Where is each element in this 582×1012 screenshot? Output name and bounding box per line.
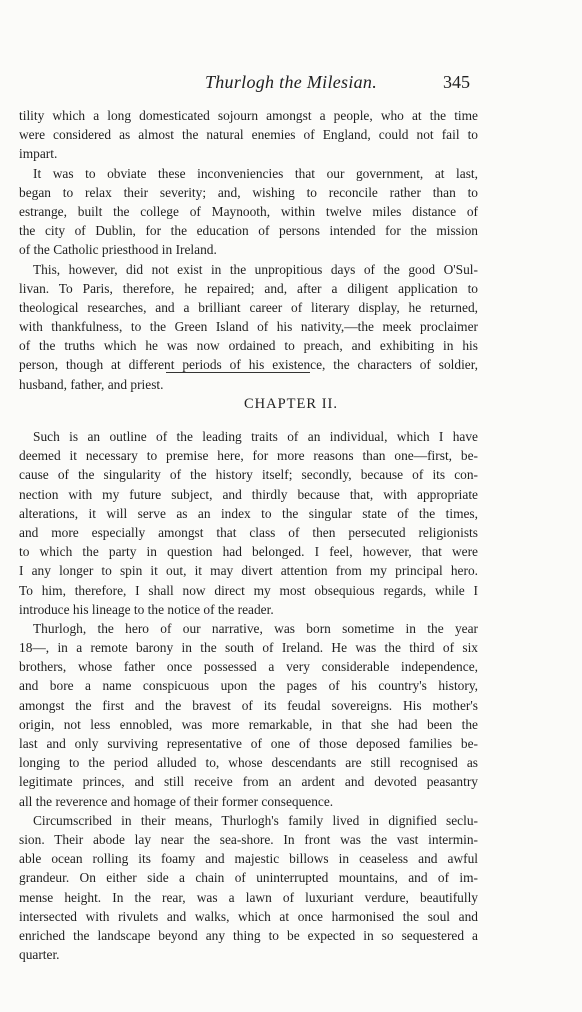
text-line: of the truths which he was now ordained to preach, and exhibiting in his (19, 338, 478, 354)
text-line: quarter. (19, 947, 60, 963)
text-line: brothers, whose father once possessed a very considerable independence, (19, 659, 478, 675)
text-line: It was to obviate these inconveniencies that our government, at last, (33, 165, 478, 181)
text-line: last and only surviving representative of one of those deposed families be- (19, 736, 478, 751)
text-line: estrange, built the college of Maynooth, within twelve miles distance of (19, 203, 478, 219)
text-line: cause of the singularity of the history itself; secondly, because of its con- (19, 467, 478, 483)
text-line: with thankfulness, to the Green Island of his nativity,—the meek proclaimer (19, 319, 478, 335)
text-line: grandeur. On either side a chain of uninterrupted mountains, and of im- (19, 870, 478, 886)
text-block-chapter-two (19, 427, 478, 964)
text-line: to which the party in question had belonged. I feel, however, that were (19, 544, 478, 560)
text-line: able ocean rolling its foamy and majestic billows in ceaseless and awful (19, 851, 478, 867)
chapter-heading: CHAPTER II. (244, 396, 338, 412)
running-head-title: Thurlogh the Milesian. (204, 72, 378, 92)
text-line: To him, therefore, I shall now direct my most obsequious regards, while I (19, 582, 478, 598)
text-line: nection with my future subject, and thirdly because that, with appropriate (19, 486, 478, 502)
text-line: longing to the period alluded to, whose descendants are still recognised as (19, 755, 478, 771)
page-number: 345 (443, 72, 470, 92)
text-line: deemed it necessary to premise here, for more reasons than one—first, be- (19, 448, 478, 464)
text-line: and more especially amongst that class of then persecuted religionists (19, 524, 478, 540)
chapter-divider-rule (166, 372, 310, 373)
text-line: of the Catholic priesthood in Ireland. (19, 242, 217, 258)
text-line: 18—, in a remote barony in the south of Ireland. He was the third of six (19, 640, 478, 656)
text-line: legitimate princes, and still receive from an ardent and devoted peasantry (19, 774, 478, 790)
text-line: sion. Their abode lay near the sea-shore. In front was the vast intermin- (19, 831, 478, 847)
text-line: impart. (19, 146, 58, 162)
text-line: origin, not less ennobled, was more remarkable, in that she had been the (19, 716, 478, 732)
text-line: the city of Dublin, for the education of persons intended for the mission (19, 223, 478, 239)
text-line: Circumscribed in their means, Thurlogh's family lived in dignified seclu- (33, 812, 478, 828)
text-line: husband, father, and priest. (19, 376, 164, 392)
text-line: began to relax their severity; and, wishing to reconcile rather than to (19, 184, 478, 200)
text-line: This, however, did not exist in the unpropitious days of the good O'Sul- (33, 261, 478, 277)
text-line: theological researches, and a brilliant career of literary display, he returned, (19, 299, 478, 315)
text-line: amongst the first and the bravest of its feudal sovereigns. His mother's (19, 697, 478, 713)
text-line: and bore a name conspicuous upon the pages of his country's history, (19, 678, 478, 694)
text-line: enriched the landscape beyond any thing to be expected in so sequestered a (19, 927, 478, 943)
text-line: I any longer to spin it out, it may divert attention from my principal hero. (19, 563, 478, 579)
text-line: person, though at different periods of his existence, the characters of soldier, (19, 357, 478, 373)
text-line: were considered as almost the natural enemies of England, could not fail to (19, 127, 478, 143)
text-line: introduce his lineage to the notice of the reader. (19, 601, 274, 617)
text-line: all the reverence and homage of their former consequence. (19, 793, 334, 809)
text-line: alterations, it will serve as an index to the singular state of the times, (19, 505, 478, 521)
text-line: Thurlogh, the hero of our narrative, was born sometime in the year (33, 620, 478, 636)
text-line: Such is an outline of the leading traits of an individual, which I have (33, 429, 478, 444)
text-block-before-chapter (19, 106, 478, 394)
running-head (0, 72, 582, 94)
text-line: tility which a long domesticated sojourn amongst a people, who at the time (19, 108, 478, 123)
text-line: mense height. In the rear, was a lawn of luxuriant verdure, beautifully (19, 889, 478, 905)
text-line: intersected with rivulets and walks, which at once harmonised the soul and (19, 908, 478, 924)
text-line: livan. To Paris, therefore, he repaired; and, after a diligent application to (19, 280, 478, 296)
